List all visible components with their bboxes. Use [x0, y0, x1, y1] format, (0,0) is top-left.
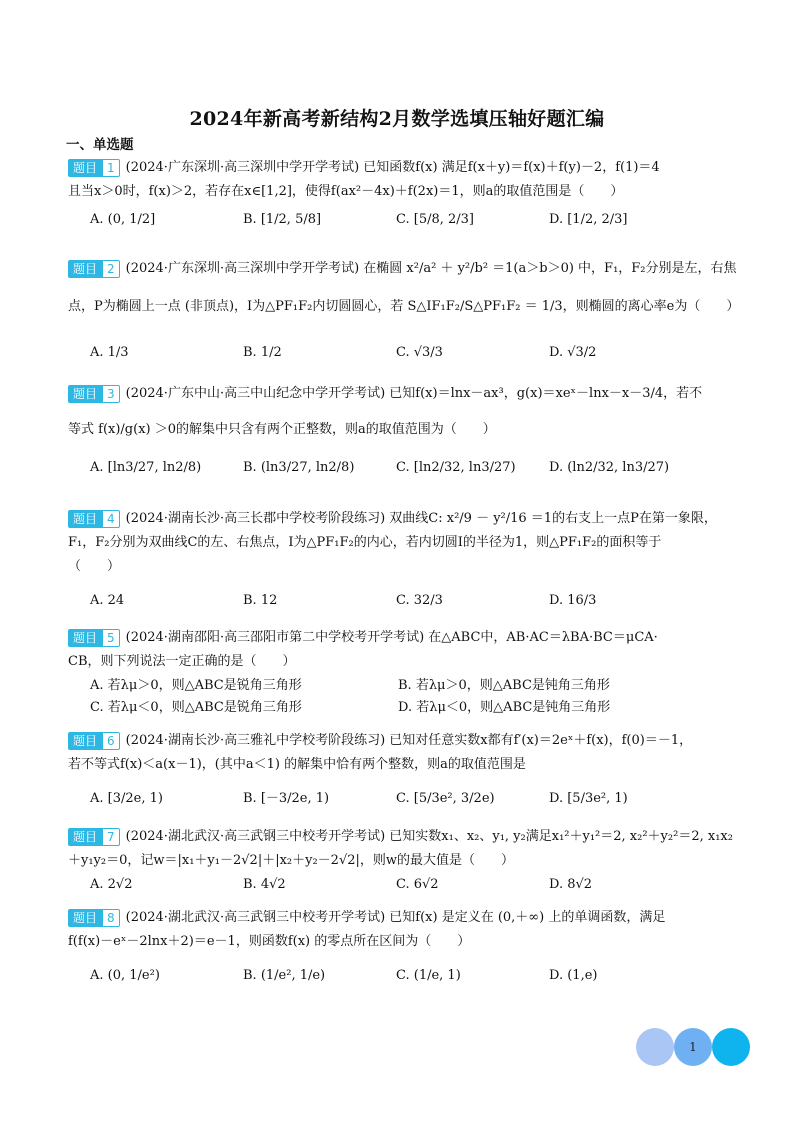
- page-number: 1: [689, 1040, 697, 1054]
- question-8: [68, 906, 728, 992]
- decor-circle-light: [636, 1028, 674, 1066]
- option-d[interactable]: D. √3/2: [549, 345, 597, 360]
- question-badge: 题目 7: [68, 828, 120, 846]
- question-3-options: [68, 456, 728, 484]
- option-d[interactable]: D. 8√2: [549, 877, 593, 892]
- question-6-options: [68, 787, 728, 815]
- option-b[interactable]: B. [－3/2e, 1): [243, 791, 330, 806]
- question-badge: 题目 6: [68, 732, 120, 750]
- question-6-line-2: 若不等式f(x)＜a(x－1)，(其中a＜1) 的解集中恰有两个整数，则a的取值范围是: [68, 757, 526, 772]
- option-a[interactable]: A. [3/2e, 1): [90, 791, 163, 806]
- option-b[interactable]: B. (1/e², 1/e): [243, 968, 326, 983]
- option-b[interactable]: B. 4√2: [243, 877, 286, 892]
- option-b[interactable]: B. 若λμ＞0，则△ABC是钝角三角形: [398, 678, 610, 693]
- option-b[interactable]: B. [1/2, 5/8]: [243, 212, 322, 227]
- option-d[interactable]: D. [5/3e², 1): [549, 791, 628, 806]
- question-1-line-1: 题目 1 (2024·广东深圳·高三深圳中学开学考试) 已知函数f(x) 满足f(x＋y)＝f(x)＋f(y)－2，f(1)＝4: [68, 156, 728, 180]
- option-d[interactable]: D. (1,e): [549, 968, 598, 983]
- option-c[interactable]: C. (1/e, 1): [396, 968, 461, 983]
- page-title: 2024年新高考新结构2月数学选填压轴好题汇编: [189, 108, 605, 130]
- question-8-line-2: f(f(x)－eˣ－2lnx＋2)＝e－1，则函数f(x) 的零点所在区间为（ ）: [68, 934, 471, 949]
- question-5-options-row-2: [68, 696, 728, 718]
- option-a[interactable]: A. [ln3/27, ln2/8): [90, 460, 202, 475]
- option-c[interactable]: C. [5/3e², 3/2e): [396, 791, 495, 806]
- question-2-options: [68, 341, 728, 369]
- option-c[interactable]: C. 6√2: [396, 877, 439, 892]
- question-8-options: [68, 964, 728, 992]
- question-badge: 题目 1: [68, 159, 120, 177]
- section-heading: 一、单选题: [66, 137, 134, 153]
- question-5-line-1: 题目 5 (2024·湖南邵阳·高三邵阳市第二中学校考开学考试) 在△ABC中，AB·AC＝λBA·BC＝μCA·: [68, 626, 728, 650]
- question-badge: 题目 5: [68, 629, 120, 647]
- question-2-line-2: 点，P为椭圆上一点 (非顶点)，I为△PF₁F₂内切圆圆心，若 S△IF₁F₂/S△PF₁F₂ ＝ 1/3，则椭圆的离心率e为（ ）: [68, 299, 740, 314]
- question-1: [68, 156, 728, 236]
- question-5: [68, 626, 728, 718]
- option-a[interactable]: A. 2√2: [90, 877, 133, 892]
- option-d[interactable]: D. [1/2, 2/3]: [549, 212, 628, 227]
- option-d[interactable]: D. 若λμ＜0，则△ABC是钝角三角形: [398, 700, 611, 715]
- option-d[interactable]: D. 16/3: [549, 593, 597, 608]
- option-c[interactable]: C. 若λμ＜0，则△ABC是锐角三角形: [90, 700, 302, 715]
- option-c[interactable]: C. √3/3: [396, 345, 443, 360]
- question-6: [68, 729, 728, 815]
- question-2: [68, 257, 740, 369]
- question-2-line-1: 题目 2 (2024·广东深圳·高三深圳中学开学考试) 在椭圆 x²/a² ＋ y²/b² ＝1(a＞b＞0) 中，F₁，F₂分别是左，右焦: [68, 257, 728, 281]
- page-number-decoration: [636, 1028, 756, 1068]
- question-7-line-2: ＋y₁y₂＝0，记w＝|x₁＋y₁－2√2|＋|x₂＋y₂－2√2|，则w的最大值是（ ）: [68, 853, 515, 868]
- question-4-options: [68, 589, 728, 617]
- option-a[interactable]: A. (0, 1/e²): [90, 968, 160, 983]
- question-7: [68, 825, 733, 895]
- option-c[interactable]: C. 32/3: [396, 593, 443, 608]
- question-3-line-2: 等式 f(x)/g(x) ＞0的解集中只含有两个正整数，则a的取值范围为（ ）: [68, 422, 496, 437]
- question-badge: 题目 8: [68, 909, 120, 927]
- option-b[interactable]: B. 12: [243, 593, 278, 608]
- question-1-line-2: 且当x＞0时，f(x)＞2，若存在x∈[1,2]，使得f(ax²－4x)＋f(2x)＝1，则a的取值范围是（ ）: [68, 184, 624, 199]
- question-7-line-1: 题目 7 (2024·湖北武汉·高三武钢三中校考开学考试) 已知实数x₁、x₂、y₁, y₂满足x₁²＋y₁²＝2, x₂²＋y₂²＝2, x₁x₂: [68, 825, 728, 849]
- question-3: [68, 382, 728, 484]
- question-badge: 题目 4: [68, 510, 120, 528]
- question-6-line-1: 题目 6 (2024·湖南长沙·高三雅礼中学校考阶段练习) 已知对任意实数x都有f′(x)＝2eˣ＋f(x)，f(0)＝－1，: [68, 729, 728, 753]
- question-8-line-1: 题目 8 (2024·湖北武汉·高三武钢三中校考开学考试) 已知f(x) 是定义在 (0,＋∞) 上的单调函数，满足: [68, 906, 728, 930]
- question-3-line-1: 题目 3 (2024·广东中山·高三中山纪念中学开学考试) 已知f(x)＝lnx－ax³，g(x)＝xeˣ－lnx－x－3/4，若不: [68, 382, 728, 406]
- question-4-line-2: F₁，F₂分别为双曲线C的左、右焦点，I为△PF₁F₂的内心，若内切圆I的半径为1，则△PF₁F₂的面积等于: [68, 535, 662, 550]
- question-4-line-1: 题目 4 (2024·湖南长沙·高三长郡中学校考阶段练习) 双曲线C: x²/9 － y²/16 ＝1的右支上一点P在第一象限，: [68, 507, 728, 531]
- option-a[interactable]: A. 1/3: [90, 345, 129, 360]
- decor-circle-dark: [712, 1028, 750, 1066]
- question-badge: 题目 2: [68, 260, 120, 278]
- question-4: [68, 507, 728, 617]
- question-7-options: [68, 873, 728, 895]
- question-badge: 题目 3: [68, 385, 120, 403]
- option-d[interactable]: D. (ln2/32, ln3/27): [549, 460, 670, 475]
- question-5-options-row-1: [68, 674, 728, 696]
- question-4-line-3: （ ）: [68, 559, 121, 574]
- option-b[interactable]: B. (ln3/27, ln2/8): [243, 460, 355, 475]
- option-c[interactable]: C. [5/8, 2/3]: [396, 212, 474, 227]
- question-1-options: [68, 208, 728, 236]
- option-a[interactable]: A. 若λμ＞0，则△ABC是锐角三角形: [90, 678, 302, 693]
- option-b[interactable]: B. 1/2: [243, 345, 282, 360]
- question-5-line-2: CB，则下列说法一定正确的是（ ）: [68, 654, 296, 669]
- option-c[interactable]: C. [ln2/32, ln3/27): [396, 460, 516, 475]
- option-a[interactable]: A. (0, 1/2]: [90, 212, 156, 227]
- option-a[interactable]: A. 24: [90, 593, 125, 608]
